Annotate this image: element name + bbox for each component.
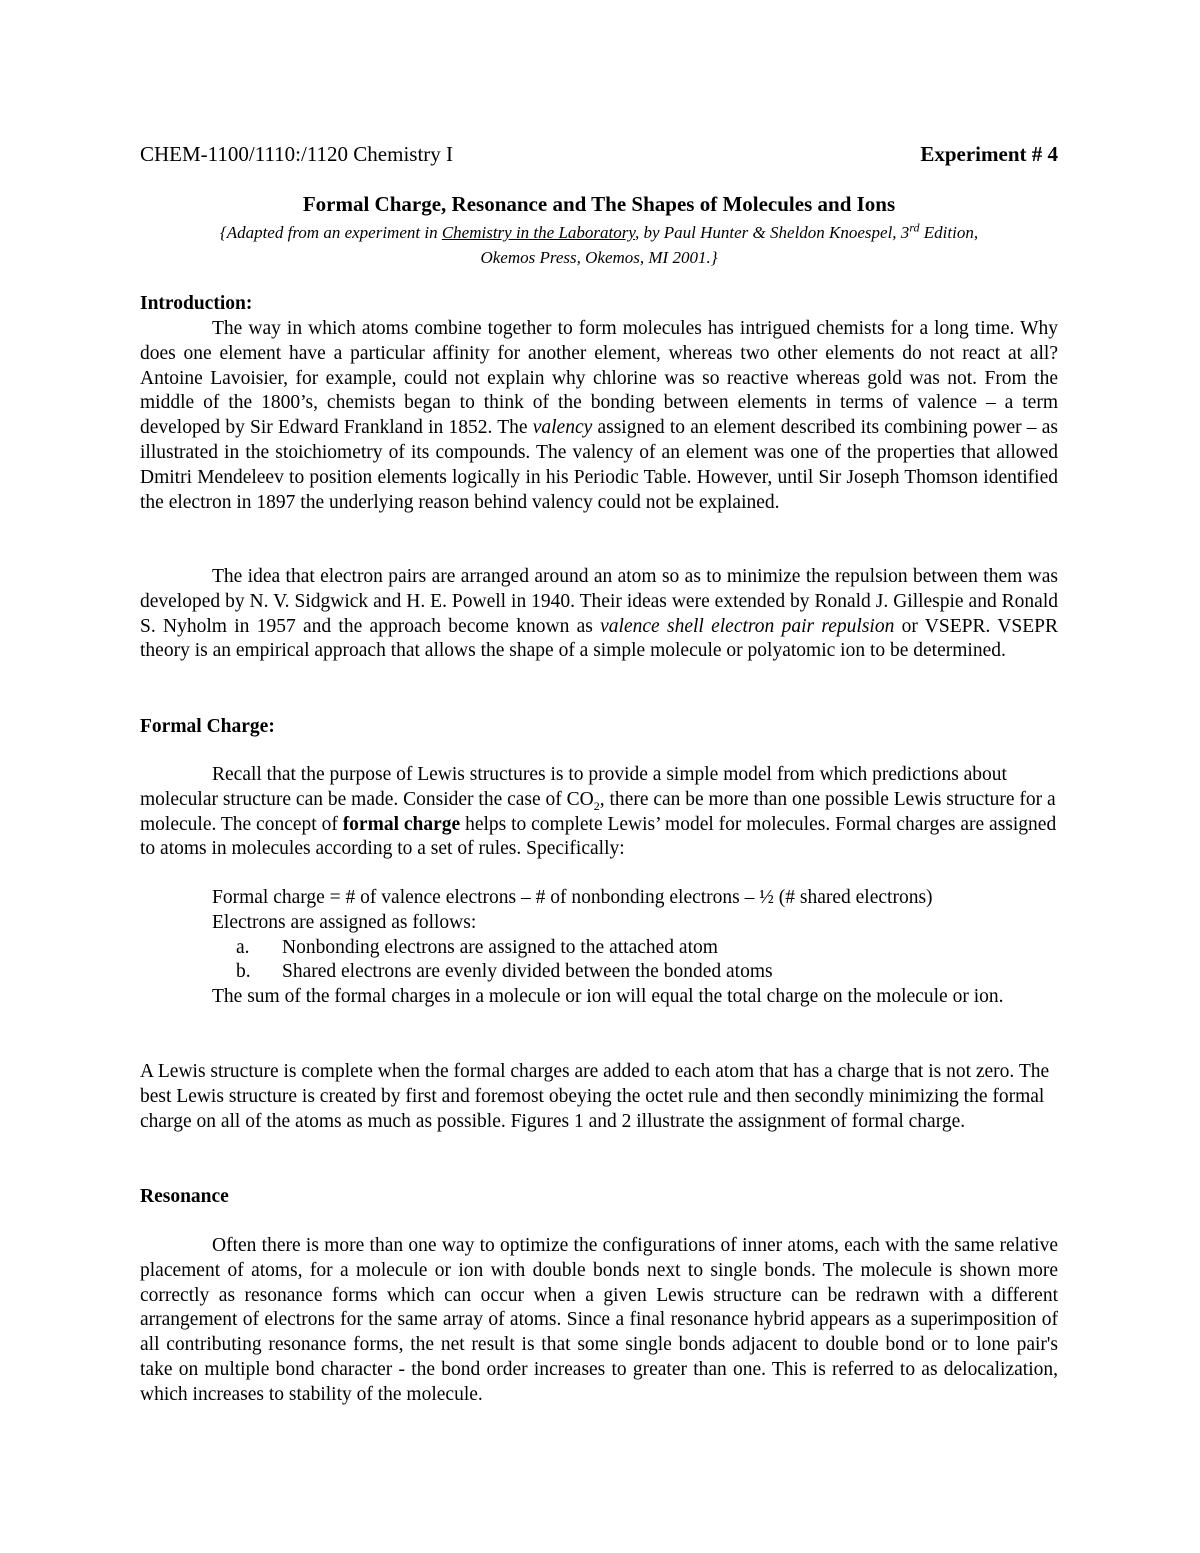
fc-p1-text-c: helps to complete Lewis’ model for molecules. Formal charges are assigned to atoms in molecules according to a set of rules. Specifically: (140, 813, 1057, 860)
electron-assignment-intro: Electrons are assigned as follows: (212, 911, 477, 933)
formal-charge-paragraph-1 (140, 763, 1058, 862)
resonance-paragraph-1: Often there is more than one way to optimize the configurations of inner atoms, each with the same relative placement of atoms, for a molecule or ion with double bonds next to single bonds. The molecule is shown more correctly as resonance forms which can occur when a given Lewis structure can be redrawn with a different arrangement of electrons for the same array of atoms. Since a final resonance hybrid appears as a superimposition of all contributing resonance forms, the net result is that some single bonds adjacent to double bond or to lone pair's take on multiple bond character - the bond order increases to greater than one. This is referred to as delocalization, which increases to stability of the molecule. (140, 1235, 1058, 1405)
citation-authors: , by Paul Hunter & Sheldon Knoespel, 3 (634, 223, 910, 242)
rule-text: Nonbonding electrons are assigned to the attached atom (282, 936, 718, 958)
document-title: Formal Charge, Resonance and The Shapes of Molecules and Ions (302, 192, 896, 216)
citation-book-title: Chemistry in the Laboratory (441, 223, 635, 242)
intro-p1-emphasis: valency (532, 417, 593, 439)
introduction-paragraph-1 (140, 317, 1058, 515)
fc-p1-bold-term: formal charge (342, 813, 461, 835)
formal-charge-formula: Formal charge = # of valence electrons – # of nonbonding electrons – ½ (# shared electrons) (212, 887, 933, 908)
introduction-heading: Introduction: (140, 293, 253, 314)
course-title: CHEM-1100/1110:/1120 Chemistry I (140, 142, 454, 166)
rule-label: b. (236, 961, 251, 983)
intro-p1-text-a: The way in which atoms combine together to form molecules has intrigued chemists for a long time. Why does one element have a particular affinity for another element, whereas two other elements do not react at all? Antoine Lavoisier, for example, could not explain why chlorine was so reactive whereas gold was not. From the middle of the 1800’s, chemists began to think of the bonding between elements in terms of valence – a term developed by Sir Edward Frankland in 1852. The (140, 318, 1058, 439)
source-citation (140, 220, 1058, 270)
intro-p2-emphasis: valence shell electron pair repulsion (600, 615, 895, 637)
rule-label: a. (236, 936, 250, 958)
formal-charge-paragraph-2: A Lewis structure is complete when the formal charges are added to each atom that has a charge that is not zero. The best Lewis structure is created by first and foremost obeying the octet rule and then secondly minimizing the formal charge on all of the atoms as much as possible. Figures 1 and 2 illustrate the assignment of formal charge. (140, 1061, 1050, 1132)
experiment-number: Experiment # 4 (920, 142, 1058, 166)
fc-p1-subscript: 2 (593, 798, 600, 813)
formal-charge-heading: Formal Charge: (140, 716, 275, 737)
resonance-heading: Resonance (140, 1186, 229, 1207)
rule-item (212, 960, 1058, 985)
citation-publisher: Okemos Press, Okemos, MI 2001.} (480, 248, 718, 267)
formal-charge-rules (212, 886, 1058, 1010)
rule-text: Shared electrons are evenly divided between the bonded atoms (282, 961, 773, 983)
intro-p2-text-b: or VSEPR. VSEPR theory is an empirical approach that allows the shape of a simple molecule or polyatomic ion to be determined. (140, 615, 1059, 662)
fc-p1-text-b: , there can be more than one possible Lewis structure for a molecule. The concept of (140, 788, 1056, 835)
formal-charge-sum-rule: The sum of the formal charges in a molecule or ion will equal the total charge on the molecule or ion. (212, 986, 1004, 1008)
intro-p1-text-b: assigned to an element described its combining power – as illustrated in the stoichiometry of its compounds. The valency of an element was one of the properties that allowed Dmitri Mendeleev to position elements logically in his Periodic Table. However, until Sir Joseph Thomson identified the electron in 1897 the underlying reason behind valency could not be explained. (140, 417, 1058, 513)
citation-pre: {Adapted from an experiment in (219, 223, 442, 242)
introduction-paragraph-2 (140, 565, 1058, 664)
intro-p2-text-a: The idea that electron pairs are arranged around an atom so as to minimize the repulsion between them was developed by N. V. Sidgwick and H. E. Powell in 1940. Their ideas were extended by Ronald J. Gillespie and Ronald S. Nyholm in 1957 and the approach become known as (140, 566, 1058, 637)
fc-p1-text-a: Recall that the purpose of Lewis structures is to provide a simple model from which predictions about molecular structure can be made. Consider the case of CO (140, 764, 1007, 810)
citation-edition: Edition, (919, 223, 979, 242)
page-header (140, 142, 1058, 167)
rule-item (212, 936, 1058, 961)
citation-edition-suffix: rd (909, 220, 920, 235)
